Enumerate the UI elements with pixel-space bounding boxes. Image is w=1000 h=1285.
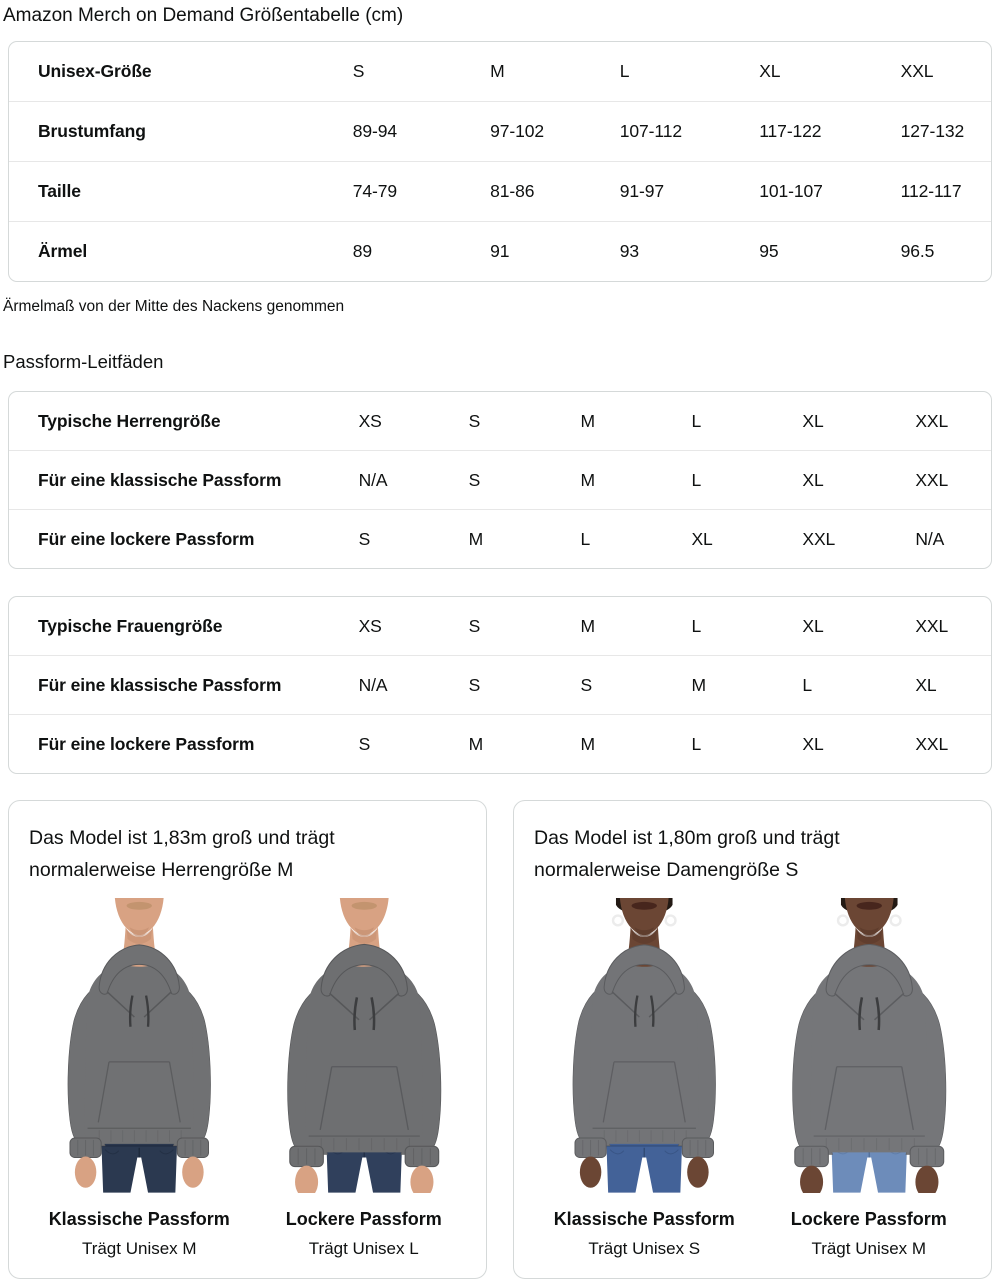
size-cell: L <box>691 410 702 431</box>
size-cell: XXL <box>915 451 991 510</box>
measure-cell: 91 <box>490 222 620 282</box>
row-label: Taille <box>9 162 353 222</box>
model-photo-women-classic-fit <box>534 898 755 1260</box>
table-row <box>9 656 991 715</box>
size-cell: S <box>352 61 365 81</box>
earring-icon <box>890 916 900 926</box>
model-photo-men-classic-fit <box>29 898 250 1260</box>
sleeve-measure-note: Ärmelmaß von der Mitte des Nackens genommen <box>3 298 345 315</box>
men-fit-table <box>8 391 992 569</box>
men-card-heading: Das Model ist 1,83m groß und trägt normalerweise Herrengröße M <box>29 827 335 881</box>
men-figures <box>29 898 474 1260</box>
jeans <box>606 1138 682 1193</box>
fit-label: Lockere Passform <box>790 1208 947 1229</box>
hoodie-body <box>68 961 211 1146</box>
fit-label: Klassische Passform <box>553 1208 735 1229</box>
hand <box>580 1157 601 1188</box>
earring-icon <box>108 916 118 926</box>
size-cell: N/A <box>359 451 469 510</box>
table-row <box>9 715 991 774</box>
size-cell: M <box>469 510 581 569</box>
size-cell: XL <box>802 451 915 510</box>
size-cell: XL <box>802 615 824 636</box>
earring-icon <box>838 916 848 926</box>
size-cell: XXL <box>802 510 915 569</box>
size-cell: XXL <box>915 615 949 636</box>
size-cell: N/A <box>915 510 991 569</box>
row-label: Für eine lockere Passform <box>9 510 359 569</box>
size-cell: S <box>581 656 692 715</box>
hoodie-model-illustration <box>29 898 250 1193</box>
measure-cell: 112-117 <box>901 162 991 222</box>
earring-icon <box>613 916 623 926</box>
table-row <box>9 162 991 222</box>
earring-icon <box>333 916 343 926</box>
measure-cell: 127-132 <box>901 102 991 162</box>
size-cell: L <box>691 615 702 636</box>
table-row <box>9 510 991 569</box>
row-label: Für eine lockere Passform <box>9 715 359 774</box>
size-cell: M <box>580 615 595 636</box>
hoodie-body <box>287 961 440 1154</box>
measure-cell: 81-86 <box>490 162 620 222</box>
size-cell: XS <box>358 615 382 636</box>
row-label: Ärmel <box>9 222 353 282</box>
table-row <box>9 222 991 282</box>
table-row <box>9 42 991 102</box>
hoodie-model-illustration <box>254 898 475 1193</box>
earring-icon <box>161 916 171 926</box>
size-cell: S <box>468 410 481 431</box>
size-cell: XL <box>802 715 915 774</box>
size-cell: M <box>691 656 802 715</box>
hoodie-model-illustration <box>534 898 755 1193</box>
size-cell: XXL <box>915 410 949 431</box>
row-label: Unisex-Größe <box>38 61 152 81</box>
row-label: Typische Herrengröße <box>38 410 221 431</box>
size-cell: L <box>802 656 915 715</box>
size-cell: XL <box>759 61 781 81</box>
women-models-card <box>513 800 992 1279</box>
measure-cell: 95 <box>759 222 900 282</box>
women-card-heading: Das Model ist 1,80m groß und trägt normalerweise Damengröße S <box>534 827 840 881</box>
unisex-size-table <box>8 41 992 282</box>
row-label: Für eine klassische Passform <box>9 451 359 510</box>
hand <box>687 1157 708 1188</box>
size-cell: M <box>581 451 692 510</box>
size-cell: S <box>469 656 581 715</box>
size-worn-label: Trägt Unisex M <box>81 1238 197 1258</box>
row-label: Brustumfang <box>9 102 353 162</box>
fit-label: Klassische Passform <box>48 1208 230 1229</box>
model-photo-men-loose-fit <box>254 898 475 1260</box>
hoodie-model-illustration <box>759 898 980 1193</box>
table-row <box>9 392 991 451</box>
jeans <box>101 1138 177 1193</box>
size-worn-label: Trägt Unisex M <box>811 1238 927 1258</box>
size-cell: XL <box>691 510 802 569</box>
measure-cell: 74-79 <box>353 162 490 222</box>
row-label: Für eine klassische Passform <box>9 656 359 715</box>
hand <box>295 1166 318 1193</box>
measure-cell: 89 <box>353 222 490 282</box>
hoodie-body <box>792 961 945 1154</box>
hoodie-body <box>573 961 716 1146</box>
measure-cell: 96.5 <box>901 222 991 282</box>
hand <box>182 1157 203 1188</box>
size-cell: XL <box>915 656 991 715</box>
measure-cell: 97-102 <box>490 102 620 162</box>
size-worn-label: Trägt Unisex S <box>588 1238 701 1258</box>
men-models-card <box>8 800 487 1279</box>
size-cell: N/A <box>359 656 469 715</box>
hand <box>75 1157 96 1188</box>
model-photo-women-loose-fit <box>759 898 980 1260</box>
measure-cell: 89-94 <box>353 102 490 162</box>
size-cell: S <box>469 451 581 510</box>
hand <box>915 1166 938 1193</box>
size-cell: L <box>691 451 802 510</box>
measure-cell: 91-97 <box>620 162 759 222</box>
size-cell: M <box>580 410 595 431</box>
size-cell: L <box>619 61 630 81</box>
women-figures <box>534 898 979 1260</box>
women-fit-table <box>8 596 992 774</box>
earring-icon <box>385 916 395 926</box>
fit-guides-heading: Passform-Leitfäden <box>3 351 164 372</box>
fit-label: Lockere Passform <box>285 1208 442 1229</box>
size-cell: L <box>691 715 802 774</box>
size-cell: M <box>581 715 692 774</box>
row-label: Typische Frauengröße <box>38 615 223 636</box>
size-cell: S <box>359 510 469 569</box>
table-row <box>9 451 991 510</box>
table-row <box>9 102 991 162</box>
model-cards-row <box>8 800 992 1279</box>
size-cell: S <box>359 715 469 774</box>
earring-icon <box>666 916 676 926</box>
measure-cell: 101-107 <box>759 162 900 222</box>
hand <box>800 1166 823 1193</box>
measure-cell: 93 <box>620 222 759 282</box>
page-title: Amazon Merch on Demand Größentabelle (cm) <box>3 5 404 26</box>
size-cell: XS <box>358 410 382 431</box>
size-cell: M <box>469 715 581 774</box>
size-cell: M <box>490 61 505 81</box>
measure-cell: 107-112 <box>620 102 759 162</box>
size-worn-label: Trägt Unisex L <box>308 1238 419 1258</box>
size-cell: L <box>581 510 692 569</box>
size-cell: XXL <box>900 61 934 81</box>
size-cell: S <box>468 615 481 636</box>
size-cell: XXL <box>915 715 991 774</box>
size-cell: XL <box>802 410 824 431</box>
table-row <box>9 597 991 656</box>
measure-cell: 117-122 <box>759 102 900 162</box>
hand <box>410 1166 433 1193</box>
